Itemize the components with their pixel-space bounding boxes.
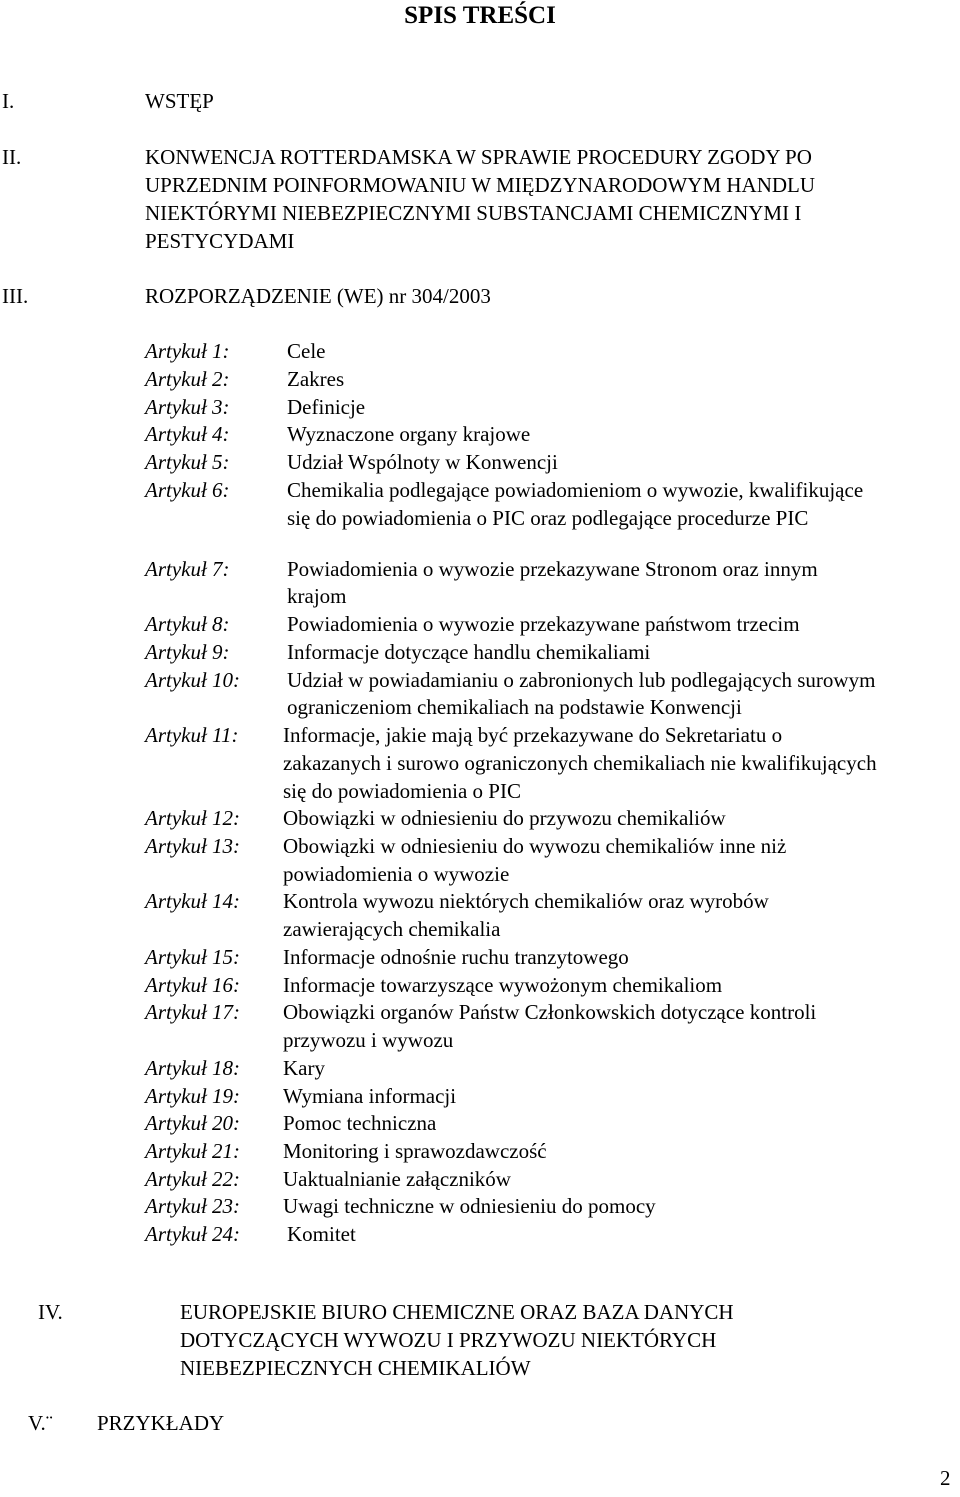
article-4-title: Wyznaczone organy krajowe — [287, 422, 531, 446]
article-11-title: Informacje, jakie mają być przekazywane do Sekretariatu o — [283, 723, 783, 747]
section-4-number: IV. — [38, 1300, 63, 1324]
article-20-label: Artykuł 20: — [145, 1111, 241, 1135]
article-5-label: Artykuł 5: — [145, 450, 230, 474]
article-3-label: Artykuł 3: — [145, 395, 230, 419]
article-1-label: Artykuł 1: — [145, 339, 230, 363]
article-13-label: Artykuł 13: — [145, 834, 241, 858]
article-10-label: Artykuł 10: — [145, 668, 241, 692]
article-7-title: krajom — [287, 584, 347, 608]
article-14-title: Kontrola wywozu niektórych chemikaliów oraz wyrobów — [283, 889, 769, 913]
article-4-label: Artykuł 4: — [145, 422, 230, 446]
article-11-title: się do powiadomienia o PIC — [283, 779, 521, 803]
article-15-title: Informacje odnośnie ruchu tranzytowego — [283, 945, 629, 969]
article-22-label: Artykuł 22: — [145, 1167, 241, 1191]
article-20-title: Pomoc techniczna — [283, 1111, 437, 1135]
section-2-title-line: PESTYCYDAMI — [145, 229, 295, 253]
article-23-label: Artykuł 23: — [145, 1194, 241, 1218]
section-2-number: II. — [2, 145, 22, 169]
section-1-title: WSTĘP — [145, 89, 214, 113]
article-21-title: Monitoring i sprawozdawczość — [283, 1139, 547, 1163]
article-1-title: Cele — [287, 339, 326, 363]
article-24-title: Komitet — [287, 1222, 356, 1246]
article-14-title: zawierających chemikalia — [283, 917, 501, 941]
article-19-title: Wymiana informacji — [283, 1084, 457, 1108]
article-16-label: Artykuł 16: — [145, 973, 241, 997]
article-10-title: ograniczeniom chemikaliach na podstawie Konwencji — [287, 695, 742, 719]
article-22-title: Uaktualnianie załączników — [283, 1167, 511, 1191]
article-13-title: Obowiązki w odniesieniu do wywozu chemikaliów inne niż — [283, 834, 787, 858]
article-17-label: Artykuł 17: — [145, 1000, 241, 1024]
section-2-title-line: NIEKTÓRYMI NIEBEZPIECZNYMI SUBSTANCJAMI CHEMICZNYMI I — [145, 201, 802, 225]
article-19-label: Artykuł 19: — [145, 1084, 241, 1108]
section-1-number: I. — [2, 89, 15, 113]
article-2-title: Zakres — [287, 367, 345, 391]
article-6-title: Chemikalia podlegające powiadomieniom o wywozie, kwalifikujące — [287, 478, 864, 502]
article-9-label: Artykuł 9: — [145, 640, 230, 664]
section-3-number: III. — [2, 284, 29, 308]
article-14-label: Artykuł 14: — [145, 889, 241, 913]
article-3-title: Definicje — [287, 395, 366, 419]
article-2-label: Artykuł 2: — [145, 367, 230, 391]
article-24-label: Artykuł 24: — [145, 1222, 241, 1246]
article-18-label: Artykuł 18: — [145, 1056, 241, 1080]
article-23-title: Uwagi techniczne w odniesieniu do pomocy — [283, 1194, 656, 1218]
article-5-title: Udział Wspólnoty w Konwencji — [287, 450, 558, 474]
article-6-title: się do powiadomienia o PIC oraz podlegające procedurze PIC — [287, 506, 809, 530]
article-12-title: Obowiązki w odniesieniu do przywozu chemikaliów — [283, 806, 726, 830]
article-7-label: Artykuł 7: — [145, 557, 230, 581]
article-21-label: Artykuł 21: — [145, 1139, 241, 1163]
article-16-title: Informacje towarzyszące wywożonym chemikaliom — [283, 973, 723, 997]
section-4-title-line: EUROPEJSKIE BIURO CHEMICZNE ORAZ BAZA DANYCH — [180, 1300, 734, 1324]
section-5-number: V.¨ — [28, 1411, 53, 1435]
article-6-label: Artykuł 6: — [145, 478, 230, 502]
article-10-title: Udział w powiadamianiu o zabronionych lub podlegających surowym — [287, 668, 876, 692]
article-11-label: Artykuł 11: — [145, 723, 239, 747]
article-15-label: Artykuł 15: — [145, 945, 241, 969]
page-title: SPIS TREŚCI — [404, 2, 556, 29]
section-4-title-line: DOTYCZĄCYCH WYWOZU I PRZYWOZU NIEKTÓRYCH — [180, 1328, 717, 1352]
article-8-title: Powiadomienia o wywozie przekazywane państwom trzecim — [287, 612, 800, 636]
article-17-title: przywozu i wywozu — [283, 1028, 454, 1052]
section-5-title: PRZYKŁADY — [97, 1411, 225, 1435]
section-2-title-line: UPRZEDNIM POINFORMOWANIU W MIĘDZYNARODOWYM HANDLU — [145, 173, 816, 197]
article-12-label: Artykuł 12: — [145, 806, 241, 830]
section-2-title-line: KONWENCJA ROTTERDAMSKA W SPRAWIE PROCEDURY ZGODY PO — [145, 145, 812, 169]
article-17-title: Obowiązki organów Państw Członkowskich dotyczące kontroli — [283, 1000, 817, 1024]
page-number: 2 — [940, 1466, 951, 1490]
article-11-title: zakazanych i surowo ograniczonych chemikaliach nie kwalifikujących — [283, 751, 877, 775]
article-8-label: Artykuł 8: — [145, 612, 230, 636]
section-3-title: ROZPORZĄDZENIE (WE) nr 304/2003 — [145, 284, 491, 308]
article-9-title: Informacje dotyczące handlu chemikaliami — [287, 640, 651, 664]
section-4-title-line: NIEBEZPIECZNYCH CHEMIKALIÓW — [180, 1356, 531, 1380]
article-7-title: Powiadomienia o wywozie przekazywane Stronom oraz innym — [287, 557, 818, 581]
article-18-title: Kary — [283, 1056, 325, 1080]
article-13-title: powiadomienia o wywozie — [283, 862, 510, 886]
